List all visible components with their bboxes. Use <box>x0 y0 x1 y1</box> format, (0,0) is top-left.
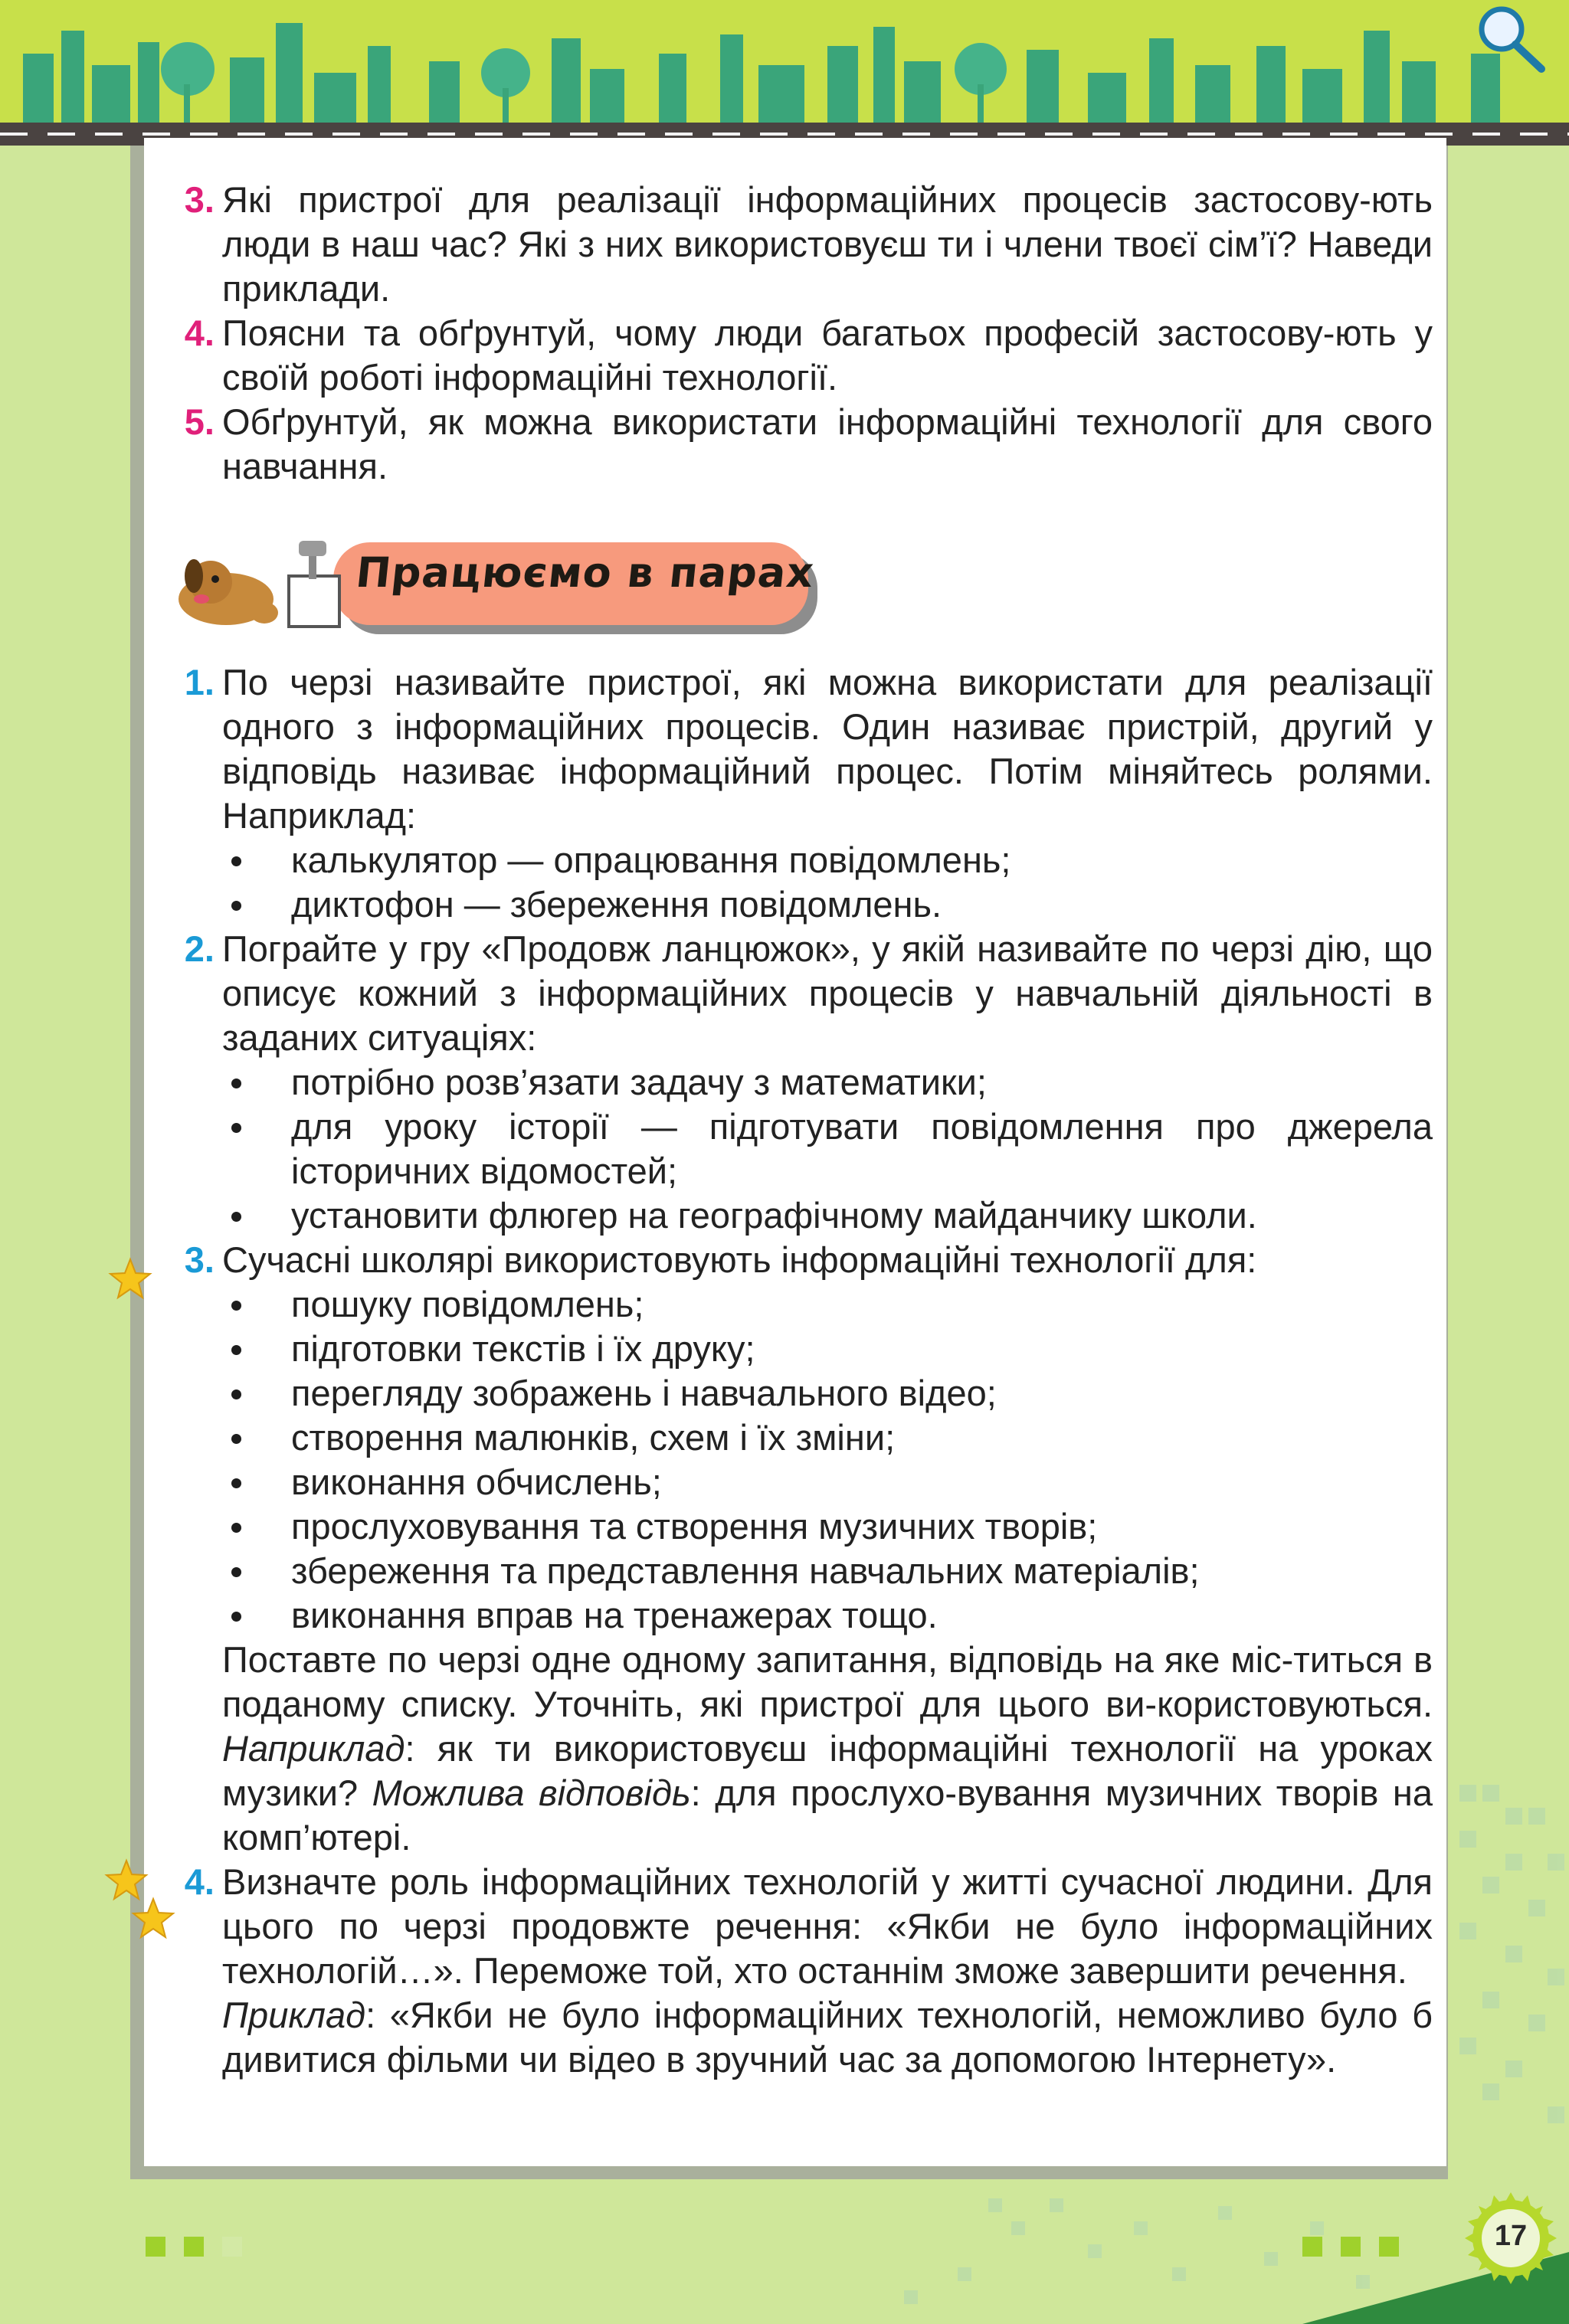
followup-question: : як ти використовуєш інформаційні технології на уроках музики? <box>222 1728 1433 1813</box>
task-bullets <box>222 1282 1433 1638</box>
task-1 <box>184 660 1433 927</box>
task-bullets <box>222 838 1433 927</box>
list-item: підготовки текстів і їх друку; <box>222 1327 1433 1371</box>
star-icon <box>130 1896 176 1942</box>
example-label: Наприклад <box>222 1728 405 1769</box>
tasks-block <box>184 660 1433 2082</box>
question-text: Обґрунтуй, як можна використати інформаційні технології для свого навчання. <box>222 401 1433 486</box>
questions-block <box>184 178 1433 489</box>
example-label: Приклад <box>222 1995 366 2035</box>
task-3 <box>184 1238 1433 1860</box>
task-number: 3. <box>184 1239 215 1280</box>
followup-answer: : для прослухо-вування музичних творів на комп’ютері. <box>222 1772 1433 1858</box>
section-title: Працюємо в парах <box>353 548 817 597</box>
question-text: Поясни та обґрунтуй, чому люди багатьох професій застосову-ють у своїй роботі інформаційні технології. <box>222 313 1433 398</box>
task-3-followup <box>222 1638 1433 1860</box>
list-item: установити флюгер на географічному майданчику школи. <box>222 1193 1433 1238</box>
page-number: 17 <box>1494 2220 1528 2252</box>
list-item: калькулятор — опрацювання повідомлень; <box>222 838 1433 882</box>
answer-label: Можлива відповідь <box>372 1772 691 1813</box>
task-text: Сучасні школярі використовують інформаційні технології для: <box>222 1239 1257 1280</box>
question-number: 3. <box>184 179 215 220</box>
question-number: 4. <box>184 313 215 353</box>
list-item: пошуку повідомлень; <box>222 1282 1433 1327</box>
task-text: Пограйте у гру «Продовж ланцюжок», у якій називайте по черзі дію, що описує кожний з інформаційних процесів у навчальній діяльності в заданих ситуаціях: <box>222 928 1433 1058</box>
dog-with-lamp-icon <box>179 541 339 627</box>
question-5 <box>184 400 1433 489</box>
list-item: виконання обчислень; <box>222 1460 1433 1504</box>
question-number: 5. <box>184 401 215 442</box>
task-number: 2. <box>184 928 215 969</box>
task-text: По черзі називайте пристрої, які можна використати для реалізації одного з інформаційних процесів. Один називає пристрій, другий у відповідь називає інформаційний процес. Потім міняйтесь ролями. Наприклад: <box>222 662 1433 836</box>
list-item: перегляду зображень і навчального відео; <box>222 1371 1433 1416</box>
list-item: для уроку історії — підготувати повідомлення про джерела історичних відомостей; <box>222 1105 1433 1193</box>
question-4 <box>184 311 1433 400</box>
list-item: прослуховування та створення музичних творів; <box>222 1504 1433 1549</box>
list-item: створення малюнків, схем і їх зміни; <box>222 1416 1433 1460</box>
list-item: виконання вправ на тренажерах тощо. <box>222 1593 1433 1638</box>
star-icon <box>107 1256 153 1302</box>
task-number: 1. <box>184 662 215 702</box>
task-bullets <box>222 1060 1433 1238</box>
task-number: 4. <box>184 1861 215 1902</box>
task-text: Визначте роль інформаційних технологій у житті сучасної людини. Для цього по черзі продовжте речення: «Якби не було інформаційних технологій…». Переможе той, хто останнім зможе завершити речення. <box>222 1861 1433 1991</box>
task-4 <box>184 1860 1433 2082</box>
followup-text: Поставте по черзі одне одному запитання, відповідь на яке міс-титься в поданому списку. Уточніть, які пристрої для цього ви-користовуються. <box>222 1639 1433 1724</box>
example-text: : «Якби не було інформаційних технологій, неможливо було б дивитися фільми чи відео в зручний час за допомогою Інтернету». <box>222 1995 1433 2080</box>
list-item: диктофон — збереження повідомлень. <box>222 882 1433 927</box>
task-2 <box>184 927 1433 1238</box>
question-text: Які пристрої для реалізації інформаційних процесів застосову-ють люди в наш час? Які з них використовуєш ти і члени твоєї сім’ї? Наведи приклади. <box>222 179 1433 309</box>
task-4-example <box>222 1993 1433 2082</box>
list-item: збереження та представлення навчальних матеріалів; <box>222 1549 1433 1593</box>
question-3 <box>184 178 1433 311</box>
list-item: потрібно розв’язати задачу з математики; <box>222 1060 1433 1105</box>
